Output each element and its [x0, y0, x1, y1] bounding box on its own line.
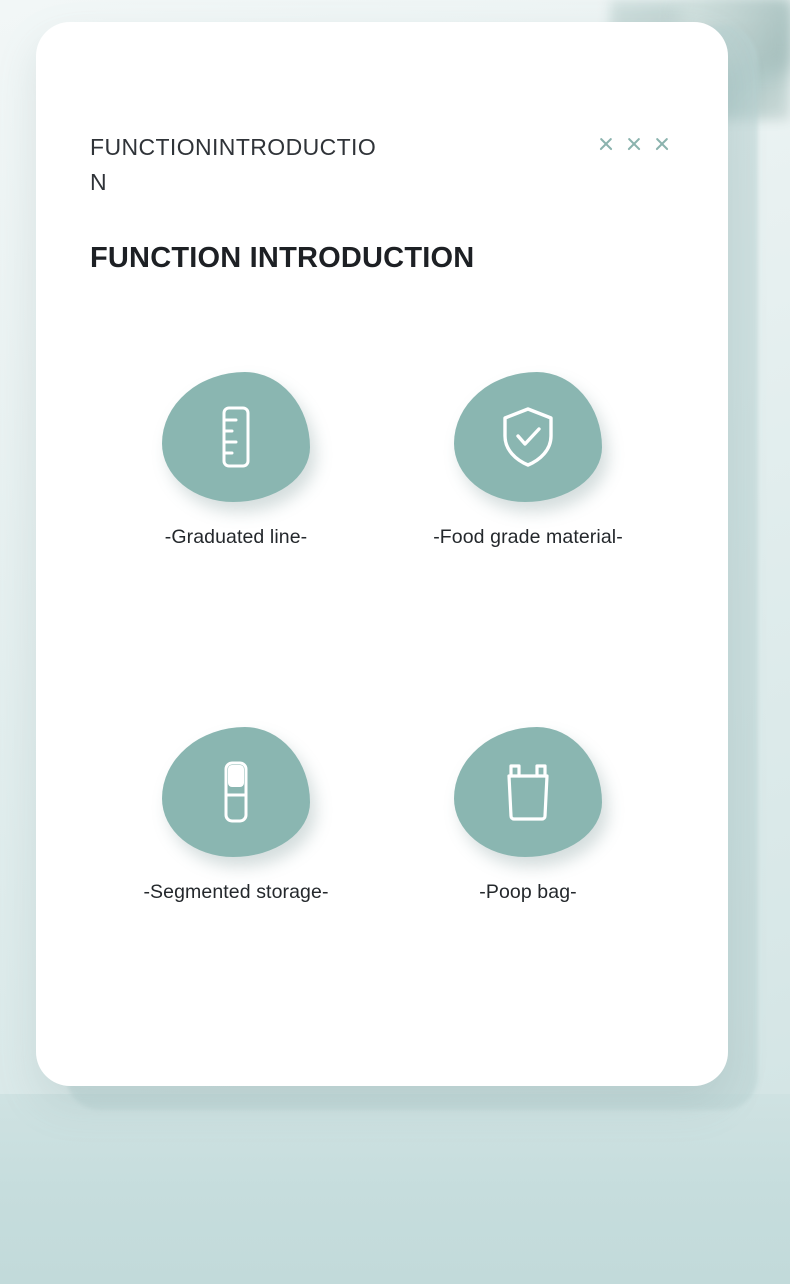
- feature-item: [382, 727, 674, 904]
- feature-caption: -Food grade material-: [433, 526, 623, 548]
- decorative-x-marks: [598, 136, 670, 152]
- content-card: [36, 22, 728, 1086]
- bottom-background-band: [0, 1094, 790, 1284]
- feature-icon-blob: [162, 727, 310, 857]
- page-title: FUNCTION INTRODUCTION: [90, 242, 475, 274]
- ruler-icon: [219, 406, 253, 468]
- feature-item: [382, 372, 674, 549]
- feature-caption: -Poop bag-: [479, 881, 577, 903]
- kicker-text: FUNCTIONINTRODUCTION: [90, 134, 377, 195]
- poop-bag-icon: [501, 762, 555, 822]
- feature-icon-blob: [454, 727, 602, 857]
- feature-caption: -Segmented storage-: [143, 881, 329, 903]
- feature-icon-blob: [162, 372, 310, 502]
- feature-icon-blob: [454, 372, 602, 502]
- feature-item: [90, 727, 382, 904]
- card-header: [90, 130, 670, 199]
- x-mark-icon: [598, 136, 614, 152]
- segmented-container-icon: [219, 761, 253, 823]
- shield-check-icon: [500, 406, 556, 468]
- feature-item: [90, 372, 382, 549]
- x-mark-icon: [626, 136, 642, 152]
- x-mark-icon: [654, 136, 670, 152]
- feature-grid: [90, 372, 674, 904]
- feature-caption: -Graduated line-: [164, 526, 308, 548]
